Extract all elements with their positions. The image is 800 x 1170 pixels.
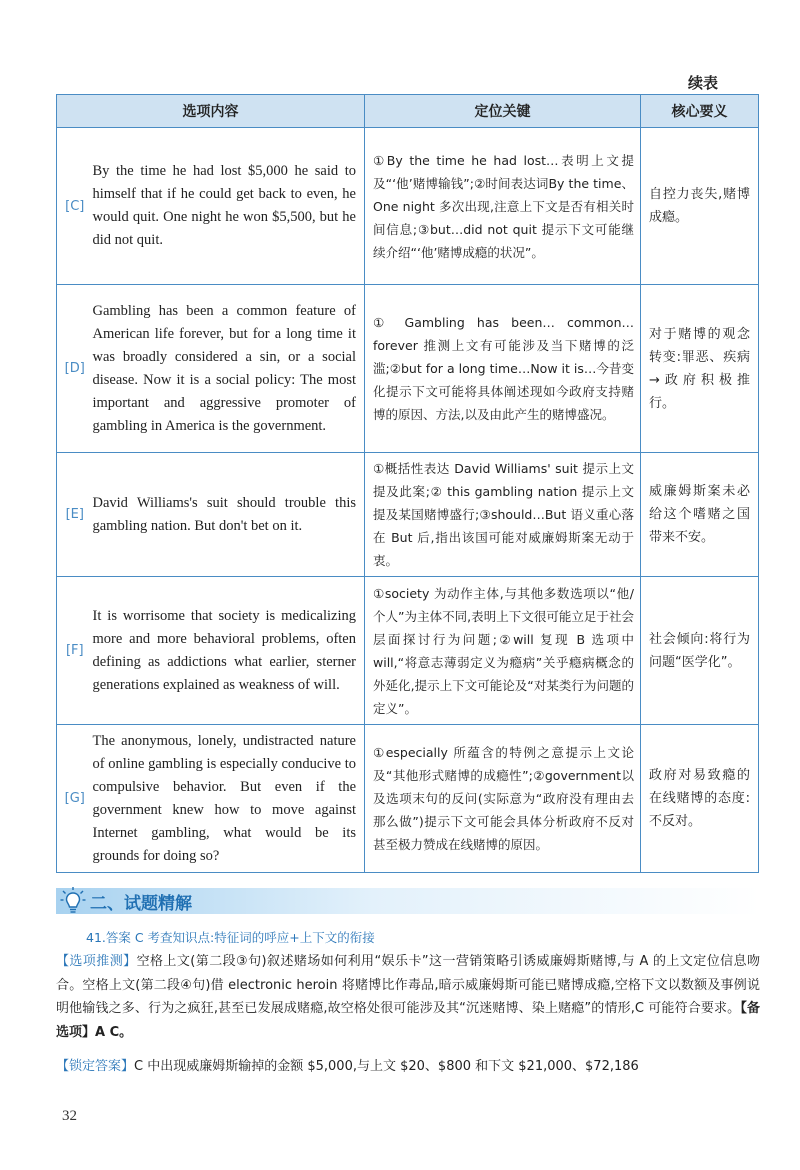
option-label: [E] <box>57 453 93 577</box>
table-row <box>57 128 759 285</box>
table-header-row <box>57 95 759 128</box>
core-meaning: 政府对易致瘾的在线赌博的态度:不反对。 <box>641 725 759 873</box>
core-meaning: 自控力丧失,赌博成瘾。 <box>641 128 759 285</box>
core-meaning: 威廉姆斯案未必给这个嗜赌之国带来不安。 <box>641 453 759 577</box>
locate-key: ①By the time he had lost…表明上文提及“‘他’赌博输钱”;②时间表达词By the time、One night 多次出现,注意上下文是否有相关时间信息;③but…did not quit 提示下文可能继续介绍“‘他’赌博成瘾的状况”。 <box>365 128 641 285</box>
option-label: [C] <box>57 128 93 285</box>
candidate-options-text: A C。 <box>95 1024 133 1040</box>
section-title: 二、试题精解 <box>90 894 192 914</box>
table-row <box>57 285 759 453</box>
option-content: David Williams's suit should trouble this gambling nation. But don't bet on it. <box>93 453 365 577</box>
lock-answer-tag: 【锁定答案】 <box>56 1059 135 1074</box>
locate-key: ① Gambling has been… common… forever 推测上文有可能涉及当下赌博的泛滥;②but for a long time…Now it is…今昔变化提示下文可能将具体阐述现如今政府支持赌博的原因、方法,以及由此产生的赌博盛况。 <box>365 285 641 453</box>
option-label: [G] <box>57 725 93 873</box>
option-label: [F] <box>57 577 93 725</box>
option-content: It is worrisome that society is medicalizing more and more behavioral problems, often defining as addictions what earlier, sterner generations explained as weakness of will. <box>93 577 365 725</box>
lock-answer-paragraph <box>56 1055 760 1079</box>
header-core-meaning: 核心要义 <box>641 95 759 128</box>
header-locate-key: 定位关键 <box>365 95 641 128</box>
core-meaning: 社会倾向:将行为问题“医学化”。 <box>641 577 759 725</box>
core-meaning: 对于赌博的观念转变:罪恶、疾病→政府积极推行。 <box>641 285 759 453</box>
option-inference-text: 空格上文(第二段③句)叙述赌场如何利用“娱乐卡”这一营销策略引诱威廉姆斯赌博,与 A 的上文定位信息吻合。空格上文(第二段④句)借 electronic heroin 将赌博比作毒品,暗示威廉姆斯可能已赌博成瘾,空格下文以数额及事例说明他输钱之多、行为之疯狂,甚至已发展成赌瘾,故空格处很可能涉及其“沉迷赌博、染上赌瘾”的情形,C 可能符合要求。 <box>56 954 760 1016</box>
option-inference-paragraph <box>56 950 760 1044</box>
lightbulb-icon <box>60 886 86 920</box>
option-label: [D] <box>57 285 93 453</box>
lock-answer-text: C 中出现威廉姆斯输掉的金额 $5,000,与上文 $20、$800 和下文 $21,000、$72,186 <box>134 1059 639 1074</box>
answer-line: 41.答案 C 考查知识点:特征词的呼应+上下文的衔接 <box>86 930 375 945</box>
page-number: 32 <box>62 1108 77 1124</box>
option-content: The anonymous, lonely, undistracted nature of online gambling is especially conducive to compulsive behavior. But even if the government knew how to move against Internet gambling, what would be its grounds for doing so? <box>93 725 365 873</box>
section-header <box>56 884 760 918</box>
locate-key: ①society 为动作主体,与其他多数选项以“他/个人”为主体不同,表明上下文很可能立足于社会层面探讨行为问题;②will 复现 B 选项中 will,“将意志薄弱定义为瘾病”关乎瘾病概念的外延化,提示上下文可能论及“对某类行为问题的定义”。 <box>365 577 641 725</box>
options-table <box>56 94 759 873</box>
candidate-options-tag: 【备选项】 <box>56 1001 760 1040</box>
table-row <box>57 453 759 577</box>
option-content: By the time he had lost $5,000 he said to himself that if he could get back to even, he would quit. One night he won $5,500, but he did not quit. <box>93 128 365 285</box>
locate-key: ①概括性表达 David Williams' suit 提示上文提及此案;② this gambling nation 提示上文提及某国赌博盛行;③should…But 语义重心落在 But 后,指出该国可能对威廉姆斯案无动于衷。 <box>365 453 641 577</box>
table-row <box>57 577 759 725</box>
option-content: Gambling has been a common feature of American life forever, but for a long time it was broadly considered a sin, or a social disease. Now it is a social policy: The most important and aggressive promoter of gambling in America is the government. <box>93 285 365 453</box>
table-row <box>57 725 759 873</box>
continued-label: 续表 <box>688 74 719 92</box>
header-option-content: 选项内容 <box>57 95 365 128</box>
locate-key: ①especially 所蕴含的特例之意提示上文论及“其他形式赌博的成瘾性”;②government以及选项末句的反问(实际意为“政府没有理由去那么做”)提示下文可能会具体分析政府不反对甚至极力赞成在线赌博的原因。 <box>365 725 641 873</box>
option-inference-tag: 【选项推测】 <box>56 954 137 969</box>
